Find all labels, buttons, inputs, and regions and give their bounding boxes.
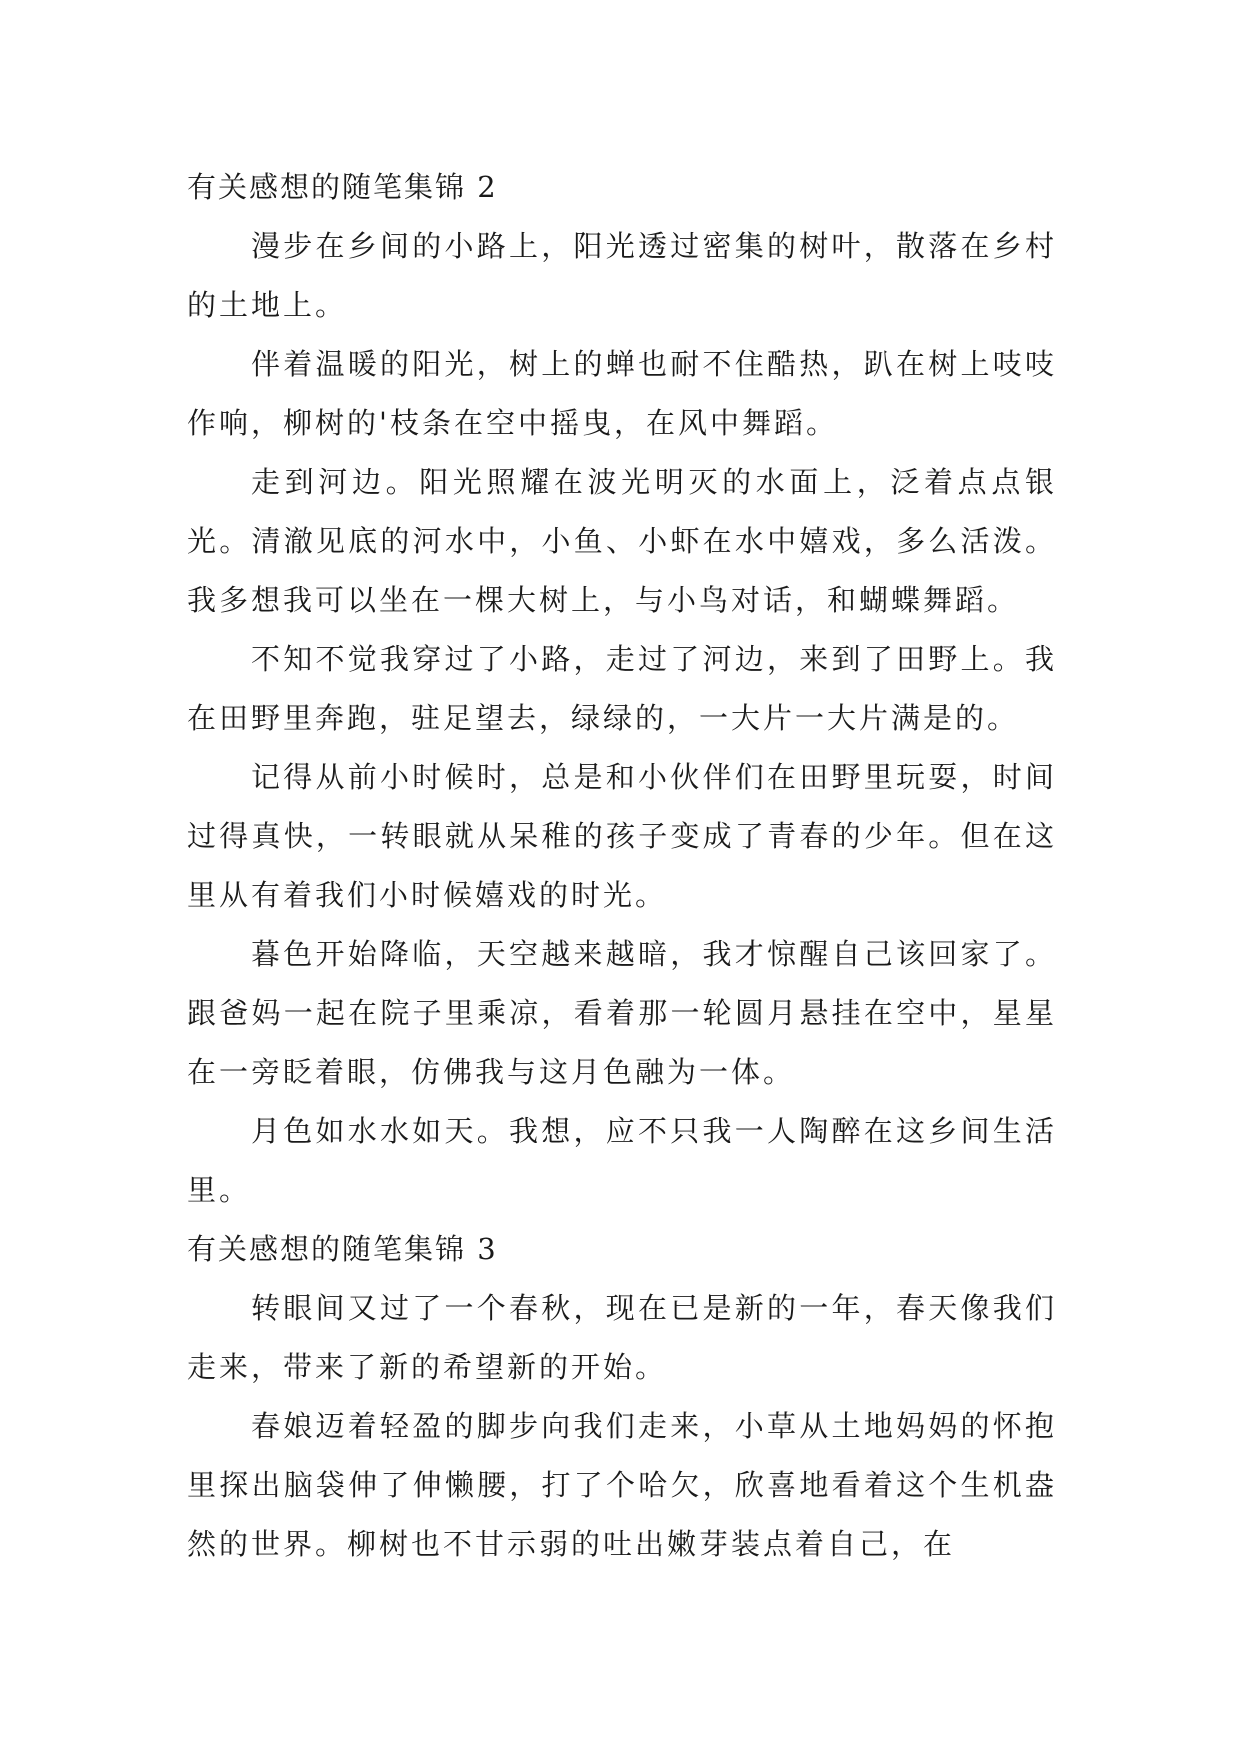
paragraph: 走到河边。阳光照耀在波光明灭的水面上，泛着点点银光。清澈见底的河水中，小鱼、小虾在水中嬉戏，多么活泼。我多想我可以坐在一棵大树上，与小鸟对话，和蝴蝶舞蹈。: [187, 465, 1057, 617]
document-body: [187, 158, 1057, 1574]
paragraph: 月色如水水如天。我想，应不只我一人陶醉在这乡间生活里。: [187, 1114, 1057, 1207]
section-heading: 有关感想的随笔集锦 2: [187, 170, 498, 204]
paragraph: 春娘迈着轻盈的脚步向我们走来，小草从土地妈妈的怀抱里探出脑袋伸了伸懒腰，打了个哈欠，欣喜地看着这个生机盎然的世界。柳树也不甘示弱的吐出嫩芽装点着自己，在: [187, 1409, 1057, 1561]
essay-section-2: [187, 158, 1057, 1220]
paragraph: 不知不觉我穿过了小路，走过了河边，来到了田野上。我在田野里奔跑，驻足望去，绿绿的，一大片一大片满是的。: [187, 642, 1057, 735]
paragraph: 漫步在乡间的小路上，阳光透过密集的树叶，散落在乡村的土地上。: [187, 229, 1057, 322]
paragraph: 暮色开始降临，天空越来越暗，我才惊醒自己该回家了。跟爸妈一起在院子里乘凉，看着那一轮圆月悬挂在空中，星星在一旁眨着眼，仿佛我与这月色融为一体。: [187, 937, 1057, 1089]
section-heading: 有关感想的随笔集锦 3: [187, 1232, 498, 1266]
paragraph: 记得从前小时候时，总是和小伙伴们在田野里玩耍，时间过得真快，一转眼就从呆稚的孩子变成了青春的少年。但在这里从有着我们小时候嬉戏的时光。: [187, 760, 1057, 912]
essay-section-3: [187, 1220, 1057, 1574]
paragraph: 转眼间又过了一个春秋，现在已是新的一年，春天像我们走来，带来了新的希望新的开始。: [187, 1291, 1057, 1384]
paragraph: 伴着温暖的阳光，树上的蝉也耐不住酷热，趴在树上吱吱作响，柳树的'枝条在空中摇曳，在风中舞蹈。: [187, 347, 1057, 440]
